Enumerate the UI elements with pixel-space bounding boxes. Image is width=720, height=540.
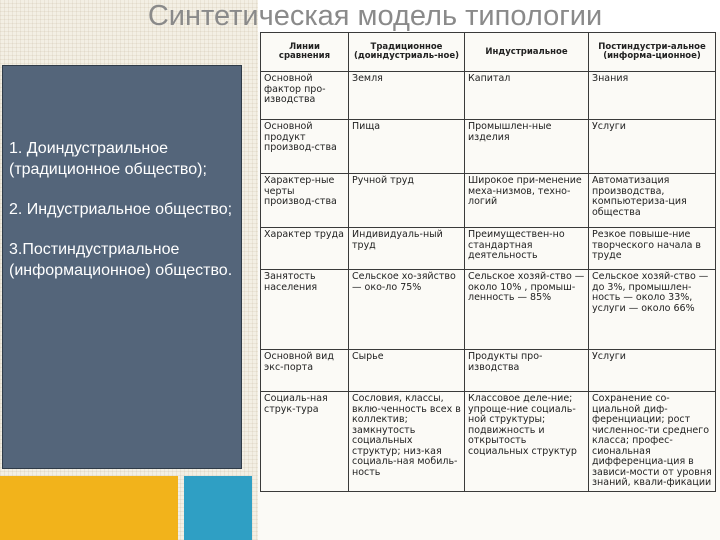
table-cell: Капитал — [465, 72, 589, 120]
table-row — [261, 392, 716, 492]
table-row — [261, 350, 716, 392]
table-header-row — [261, 33, 716, 72]
table-row — [261, 72, 716, 120]
table-cell: Промышлен-ные изделия — [465, 120, 589, 174]
table-cell: Сословия, классы, вклю-ченность всех в коллектив; замкнутость социальных структур; низ-кая социаль-ная мобиль-ность — [349, 392, 465, 492]
table-cell: Занятость населения — [261, 270, 349, 350]
table-row — [261, 228, 716, 270]
panel-item-industrial: 2. Индустриальное общество; — [9, 201, 233, 218]
table-cell: Широкое при-менение меха-низмов, техно-логий — [465, 174, 589, 228]
table-cell: Основной вид экс-порта — [261, 350, 349, 392]
table-cell: Основной фактор про-изводства — [261, 72, 349, 120]
table-cell: Основной продукт производ-ства — [261, 120, 349, 174]
header-industrial: Индустриальное — [465, 33, 589, 72]
society-types-panel — [2, 65, 242, 469]
accent-block-yellow — [0, 476, 178, 540]
table-cell: Сельское хозяй-ство — до 3%, промышлен-ность — около 33%, услуги — около 66% — [589, 270, 716, 350]
typology-table — [260, 32, 716, 492]
table-cell: Индивидуаль-ный труд — [349, 228, 465, 270]
table-cell: Классовое деле-ние; упроще-ние социаль-ной структуры; подвижность и открытость социальных структур — [465, 392, 589, 492]
accent-block-teal — [184, 476, 252, 540]
table-cell: Сохранение со-циальной диф-ференциации; рост численнос-ти среднего класса; профес-сиональная дифференциа-ция в зависи-мости от уровня знаний, квали-фикации — [589, 392, 716, 492]
table-cell: Сельское хо-зяйство — око-ло 75% — [349, 270, 465, 350]
table-cell: Социаль-ная струк-тура — [261, 392, 349, 492]
panel-item-traditional: 1. Доиндустраильное (традиционное общество); — [9, 140, 207, 178]
page-title: Синтетическая модель типологии — [147, 0, 603, 32]
table-cell: Земля — [349, 72, 465, 120]
table-cell: Ручной труд — [349, 174, 465, 228]
table-row — [261, 120, 716, 174]
header-criteria: Линии сравнения — [261, 33, 349, 72]
table-cell: Продукты про-изводства — [465, 350, 589, 392]
table-cell: Характер-ные черты производ-ства — [261, 174, 349, 228]
table-cell: Автоматизация производства, компьютериза-ция общества — [589, 174, 716, 228]
panel-item-postindustrial: 3.Постиндустриальное (информационное) общество. — [9, 241, 233, 279]
header-traditional: Традиционное (доиндустриаль-ное) — [349, 33, 465, 72]
table-cell: Пища — [349, 120, 465, 174]
table-cell: Сельское хозяй-ство — около 10% , промыш-ленность — 85% — [465, 270, 589, 350]
table-cell: Характер труда — [261, 228, 349, 270]
table-row — [261, 174, 716, 228]
table-cell: Знания — [589, 72, 716, 120]
table-cell: Услуги — [589, 350, 716, 392]
table-cell: Услуги — [589, 120, 716, 174]
table-row — [261, 270, 716, 350]
typology-table-container — [258, 32, 720, 540]
table-cell: Преимуществен-но стандартная деятельность — [465, 228, 589, 270]
table-cell: Сырье — [349, 350, 465, 392]
table-cell: Резкое повыше-ние творческого начала в труде — [589, 228, 716, 270]
header-postindustrial: Постиндустри-альное (информа-ционное) — [589, 33, 716, 72]
